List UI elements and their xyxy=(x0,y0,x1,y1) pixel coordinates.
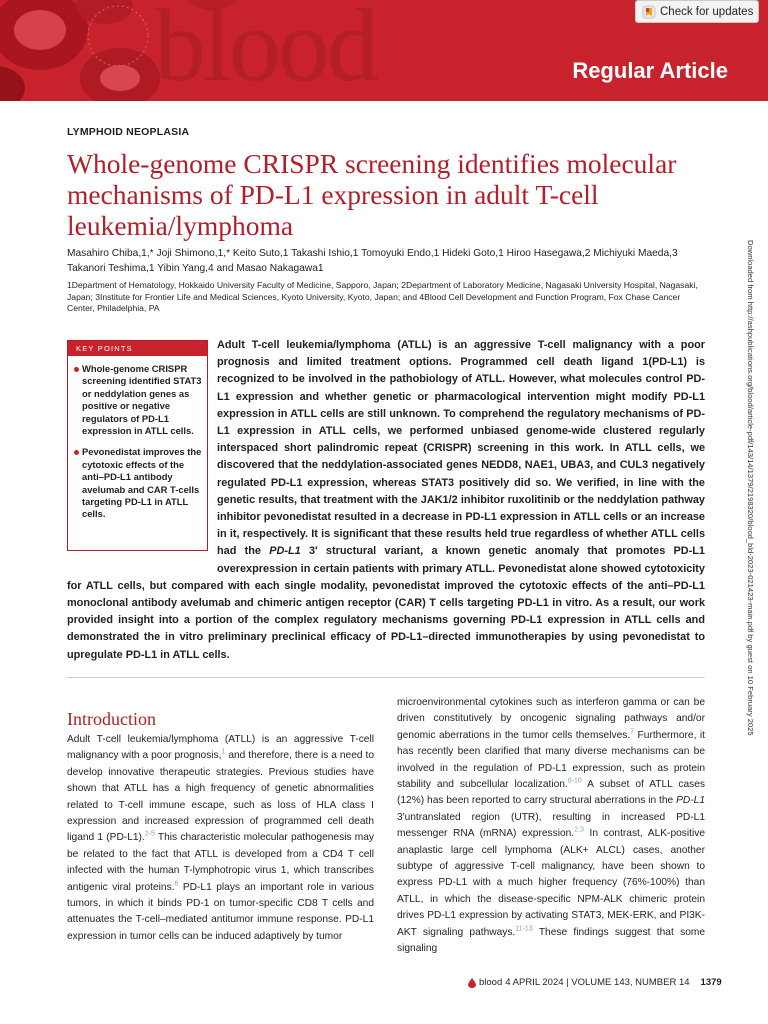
footer-issue: 4 APRIL 2024 | VOLUME 143, NUMBER 14 xyxy=(505,977,690,988)
reference-link[interactable]: 2,3 xyxy=(574,826,584,834)
download-watermark xyxy=(743,240,757,770)
reference-link[interactable]: 8-10 xyxy=(567,777,582,785)
check-for-updates-label: Check for updates xyxy=(660,5,754,18)
author-list: Masahiro Chiba,1,* Joji Shimono,1,* Keito Suto,1 Takashi Ishio,1 Tomoyuki Endo,1 Hideki Goto,1 Hiroo Hasegawa,2 Michiyuki Maeda,3 Takanori Teshima,1 Yibin Yang,4 and Masao Nakagawa1 xyxy=(67,248,678,274)
intro-text: Adult T-cell leukemia/lymphoma (ATLL) is an aggressive T-cell malignancy with a poor prognosis, xyxy=(67,734,374,762)
article-type-label: Regular Article xyxy=(572,58,728,83)
intro-text: and therefore, there is a need to develop innovative therapeutic strategies. Previous studies have shown that ATLL has a high frequency of genetic abnormalities related to T-cell immune escape, such as loss of HLA class I expression and increased expression of programmed cell death ligand 1 (PD-L1). xyxy=(67,750,374,844)
intro-column-right xyxy=(397,695,705,958)
intro-text: PD-L1 plays an important role in various tumors, in which it binds PD-1 on tumor-specific CD8 T cells and attenuates the T-cell–mediated antitumor immune response. PD-L1 expression in tumor cells can be induced adaptively by tumor xyxy=(67,881,374,942)
footer-journal: blood xyxy=(479,977,503,988)
reference-link[interactable]: 6 xyxy=(174,880,179,888)
page-number: 1379 xyxy=(700,977,722,988)
abstract-text-part2: 3′ structural variant, a known genetic anomaly that promotes PD-L1 overexpression in certain patients with primary ATLL. Pevonedistat alone showed cytotoxicity for ATLL cells, but compared with each single modality, pevonedistat improved the cytotoxic effects of the anti–PD-L1 monoclonal antibody avelumab and chimeric antigen receptor (CAR) T cells targeting PD-L1 in vitro. As a result, our work provided insight into a portion of the complex regulatory mechanisms governing PD-L1 expression in ATLL cells and demonstrated the in vitro preliminary preclinical efficacy of PD-L1–directed immunotherapies by using pevonedistat to upregulate PD-L1 in ATLL cells. xyxy=(67,545,705,661)
intro-text: 3′untranslated region (UTR), resulting in increased PD-L1 messenger RNA (mRNA) expression. xyxy=(397,811,705,840)
reference-link[interactable]: 11-13 xyxy=(515,925,533,933)
key-points-heading: KEY POINTS xyxy=(68,341,207,356)
intro-text: In contrast, ALK-positive anaplastic large cell lymphoma (ALK+ ALCL) cases, another subtype of aggressive T-cell malignancy, have been shown to express PD-L1 with a much higher frequency (76%-100%) than ATLL, in which the disease-specific NPM-ALK chimeric protein drives PD-L1 expression by activating STAT3, MEK-ERK, and PI3K-AKT signaling pathways. xyxy=(397,828,705,938)
intro-text: microenvironmental cytokines such as interferon gamma or can be driven constitutively by oncogenic signaling pathways and/or genomic aberrations in the tumor cells themselves. xyxy=(397,697,705,741)
abstract-text-part1: Adult T-cell leukemia/lymphoma (ATLL) is an aggressive T-cell malignancy with a poor prognosis and limited treatment options. Programmed cell death ligand 1(PD-L1) is recognized to be involved in the pathobiology of ATLL. However, what molecules control PD-L1 expression and whether genetic or pharmacological intervention might modify PD-L1 expression in ATLL cells are still unknown. To comprehend the regulatory mechanisms of PD-L1 expression in ATLL cells, we performed unbiased genome-wide clustered regularly interspaced short palindromic repeat (CRISPR) screening in this work. In ATLL cells, we discovered that the neddylation-associated genes NEDD8, NAE1, UBA3, and CUL3 negatively regulated PD-L1 expression, whereas STAT3 positively did so. We verified, in line with the genetic results, that treatment with the JAK1/2 inhibitor ruxolitinib or the neddylation pathway inhibitor pevonedistat resulted in a decrease in PD-L1 expression in ATLL cells or an increase in it, respectively. It is significant that these results held true regardless of whether ATLL cells had the xyxy=(217,339,705,558)
blood-journal-logo: blood xyxy=(154,0,376,101)
intro-column-left xyxy=(67,708,374,945)
article-title: Whole-genome CRISPR screening identifies molecular mechanisms of PD-L1 expression in adult T-cell leukemia/lymphoma xyxy=(67,148,677,241)
bullet-icon xyxy=(74,367,79,372)
key-point-item xyxy=(68,363,207,437)
intro-text: These findings suggest that some signaling xyxy=(397,926,706,955)
section-label: LYMPHOID NEOPLASIA xyxy=(67,126,190,138)
reference-link[interactable]: 2-5 xyxy=(144,831,155,839)
intro-text: A subset of ATLL cases (12%) has been reported to carry structural aberrations in the xyxy=(397,779,705,807)
reference-link[interactable]: 7 xyxy=(630,728,635,736)
affiliation-list: 1Department of Hematology, Hokkaido University Faculty of Medicine, Sapporo, Japan; 2Department of Laboratory Medicine, Nagasaki University Hospital, Nagasaki, Japan; 3Institute for Frontier Life and Medical Sciences, Kyoto University, Kyoto, Japan; and 4Blood Cell Development and Function Program, Fox Chase Cancer Center, Philadelphia, PA xyxy=(67,280,698,313)
introduction-heading: Introduction xyxy=(67,709,156,729)
intro-gene-name: PD-L1 xyxy=(676,795,705,807)
blood-drop-icon xyxy=(468,978,476,988)
key-point-text: Whole-genome CRISPR screening identified STAT3 or neddylation genes as positive or negative regulators of PD-L1 expression in ATLL cells. xyxy=(82,363,202,437)
section-divider xyxy=(67,677,705,678)
check-for-updates-button[interactable] xyxy=(635,0,759,23)
crossmark-icon xyxy=(642,5,656,19)
reference-link[interactable]: 1 xyxy=(221,749,226,757)
key-point-item xyxy=(68,446,207,520)
intro-text: This characteristic molecular pathogenesis may be related to the fact that ATLL is developed from a CD4 T cell infected with the human T-lymphotropic virus 1, which transcribes antigenic viral proteins. xyxy=(67,832,374,893)
key-point-text: Pevonedistat improves the cytotoxic effects of the anti–PD-L1 antibody avelumab and CAR T-cells targeting PD-L1 in ATLL cells. xyxy=(82,446,202,520)
bullet-icon xyxy=(74,450,79,455)
key-points-box xyxy=(67,340,208,551)
download-note: Downloaded from http://ashpublications.org/blood/article-pdf/143/14/1379/2198320/blood_bld-2023-021423-main.pdf by guest on 10 February 2025 xyxy=(746,240,755,736)
page-footer xyxy=(468,977,722,988)
abstract-gene-name: PD-L1 xyxy=(269,545,301,558)
intro-text: Furthermore, it has recently been clarified that many diverse mechanisms can be involved in the regulation of PD-L1 expression, such as protein stability and subcellular localization. xyxy=(397,729,705,791)
